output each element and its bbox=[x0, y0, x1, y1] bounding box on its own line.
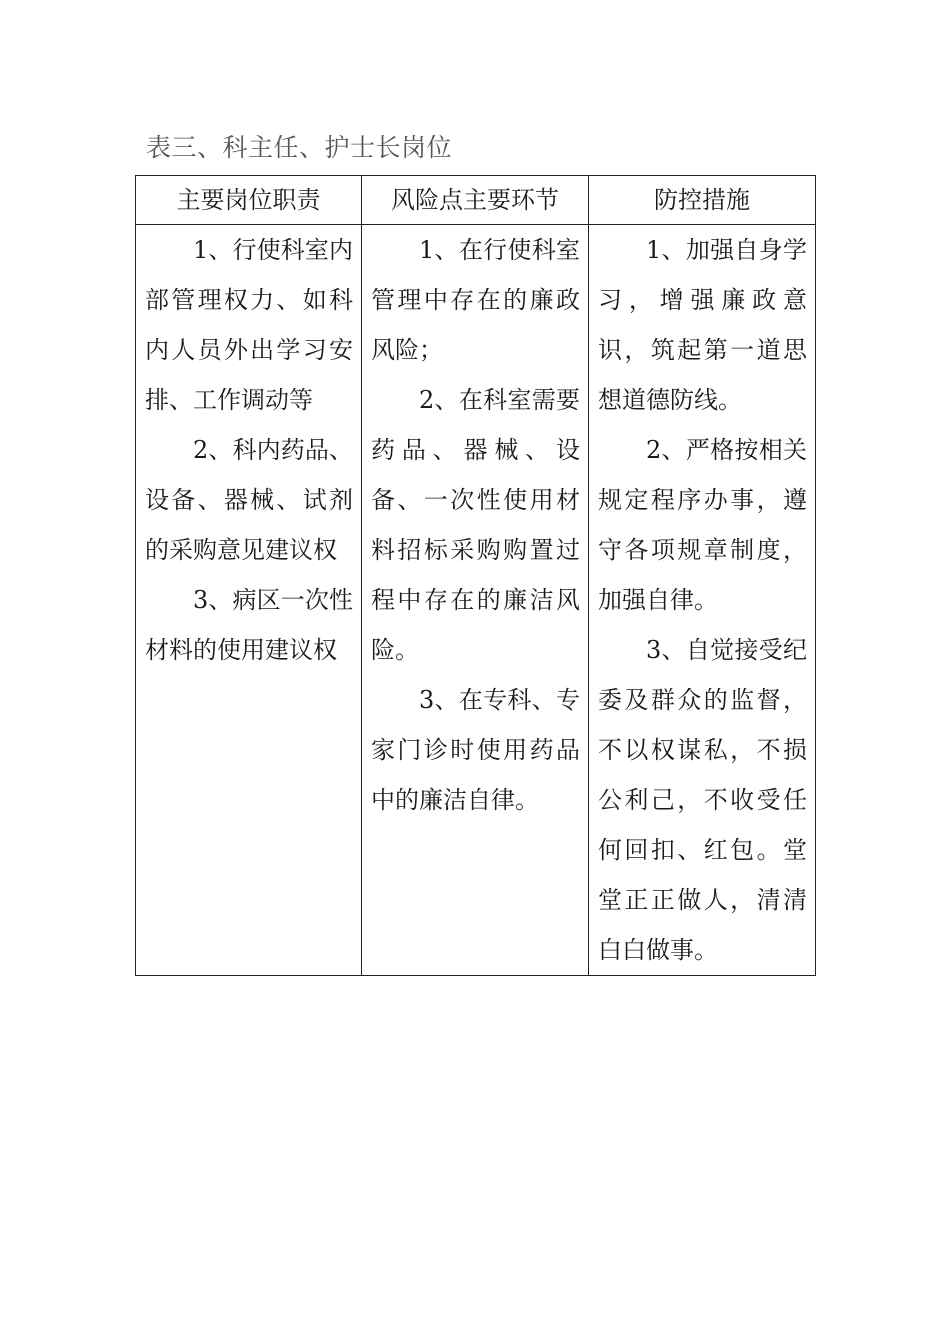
header-risk-points: 风险点主要环节 bbox=[362, 176, 589, 225]
measure-item: 3、自觉接受纪委及群众的监督，不以权谋私，不损公利己，不收受任何回扣、红包。堂堂正正做人，清清白白做事。 bbox=[598, 636, 807, 964]
cell-main-duties bbox=[136, 225, 362, 976]
risk-item: 3、在专科、专家门诊时使用药品中的廉洁自律。 bbox=[371, 686, 580, 814]
duty-risk-table bbox=[135, 175, 816, 976]
header-prevention-measures: 防控措施 bbox=[589, 176, 816, 225]
cell-prevention-measures bbox=[589, 225, 816, 976]
risk-item: 2、在科室需要药品、器械、设备、一次性使用材料招标采购购置过程中存在的廉洁风险。 bbox=[371, 386, 580, 664]
duty-item: 3、病区一次性材料的使用建议权 bbox=[145, 586, 353, 664]
duty-item: 2、科内药品、设备、器械、试剂的采购意见建议权 bbox=[145, 436, 353, 564]
measure-item: 2、严格按相关规定程序办事，遵守各项规章制度，加强自律。 bbox=[598, 436, 807, 614]
measure-item: 1、加强自身学习，增强廉政意识，筑起第一道思想道德防线。 bbox=[598, 236, 807, 414]
duty-item: 1、行使科室内部管理权力、如科内人员外出学习安排、工作调动等 bbox=[145, 236, 353, 414]
table-row bbox=[136, 225, 816, 976]
table-header-row bbox=[136, 176, 816, 225]
risk-item: 1、在行使科室管理中存在的廉政风险； bbox=[371, 236, 580, 364]
table-caption: 表三、科主任、护士长岗位 bbox=[146, 133, 453, 162]
header-main-duties: 主要岗位职责 bbox=[136, 176, 362, 225]
cell-risk-points bbox=[362, 225, 589, 976]
